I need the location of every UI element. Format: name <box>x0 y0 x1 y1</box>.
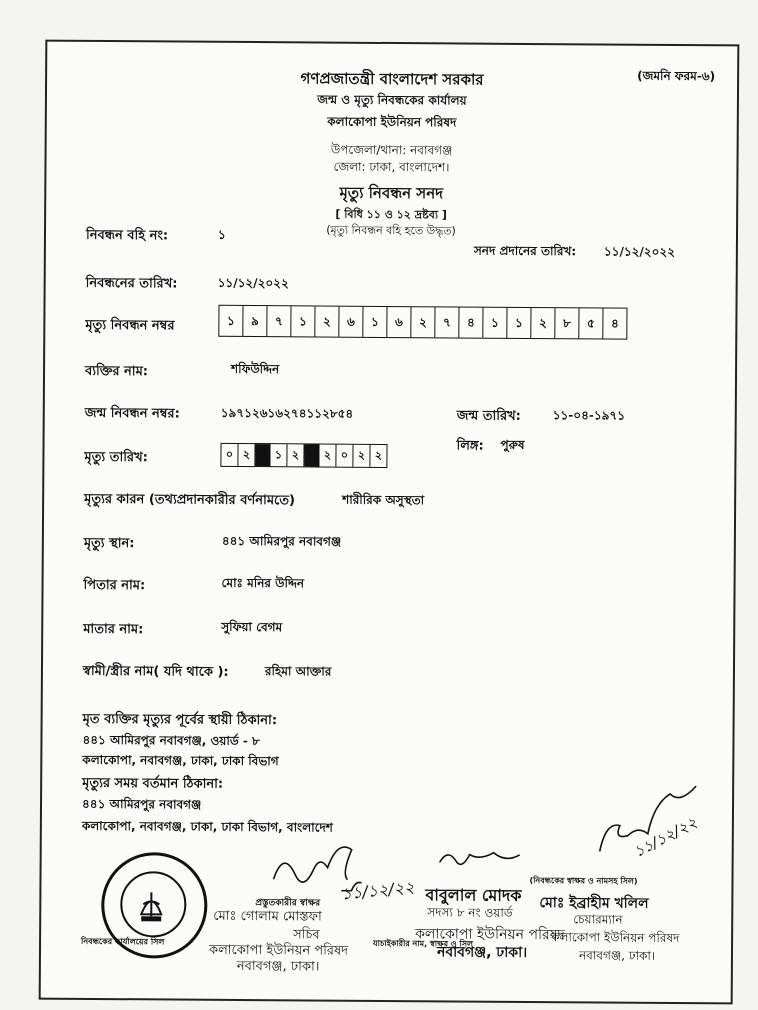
middle-sig-footer: যাচাইকারীর নাম, স্বাক্ষর ও সিল <box>373 938 474 949</box>
left-signature <box>273 847 351 883</box>
digit-box: ৬ <box>387 307 411 337</box>
left-date-scribble: ১১/১২/২২ <box>340 877 416 904</box>
left-sig-org: কলাকোপা ইউনিয়ন পরিষদ <box>208 942 349 959</box>
person-name-value: শফিউদ্দিন <box>231 361 280 377</box>
digit-box: ৮ <box>555 308 579 338</box>
certificate-title: মৃত্যু নিবন্ধন সনদ <box>339 183 444 203</box>
present-address-label: মৃত্যুর সময় বর্তমান ঠিকানা: <box>82 775 224 792</box>
digit-box: ৫ <box>579 308 603 338</box>
person-name-label: ব্যক্তির নাম: <box>84 363 149 380</box>
date-digit: ০ <box>221 444 238 466</box>
birth-reg-no-label: জন্ম নিবন্ধন নম্বর: <box>84 405 180 422</box>
left-sig-place: নবাবগঞ্জ, ঢাকা। <box>236 958 320 975</box>
district-line: জেলা: ঢাকা, বাংলাদেশ। <box>333 159 450 175</box>
mother-label: মাতার নাম: <box>83 621 144 638</box>
death-date-boxes <box>220 443 387 468</box>
digit-box: ৭ <box>267 306 291 336</box>
right-sig-place: নবাবগঞ্জ, ঢাকা। <box>578 948 656 963</box>
issue-date-value: ১১/১২/২০২২ <box>603 244 676 259</box>
middle-sig-title: সদস্য ৮ নং ওয়ার্ড <box>427 905 513 920</box>
digit-box: ১ <box>219 306 243 336</box>
upazila-line: উপজেলা/থানা: নবাবগঞ্জ <box>330 142 453 158</box>
gender-value: পুরুষ <box>500 437 525 452</box>
digit-box: ১ <box>507 308 531 338</box>
digit-box: ৪ <box>459 307 483 337</box>
left-sig-caption: প্রস্তুতকারীর স্বাক্ষর <box>255 898 321 909</box>
rule-reference: [ বিধি ১১ ও ১২ দ্রষ্টব্য ] <box>335 207 447 222</box>
date-digit: ১ <box>270 444 287 466</box>
office-heading: জন্ম ও মৃত্যু নিবন্ধকের কার্যালয় <box>317 92 467 108</box>
permanent-address-line1: ৪৪১ আমিরপুর নবাবগঞ্জ, ওয়ার্ড - ৮ <box>82 732 260 749</box>
digit-box: ৪ <box>610 316 619 331</box>
death-cause-value: শারীরিক অসুস্থতা <box>342 492 425 508</box>
extract-note: (মৃত্যু নিবন্ধন বহি হতে উদ্ধৃত) <box>326 223 456 238</box>
father-value: মোঃ মনির উদ্দিন <box>221 575 305 591</box>
govt-heading: গণপ্রজাতন্ত্রী বাংলাদেশ সরকার <box>300 69 484 89</box>
date-separator <box>304 444 319 466</box>
registration-date-label: নিবন্ধনের তারিখ: <box>85 275 178 292</box>
union-heading: কলাকোপা ইউনিয়ন পরিষদ <box>327 114 457 130</box>
death-place-label: মৃত্যু স্থান: <box>83 535 135 552</box>
right-sig-caption: (নিবন্ধকের স্বাক্ষর ও নামসহ সিল) <box>529 875 638 886</box>
spouse-value: রহিমা আক্তার <box>264 664 332 679</box>
digit-box: ১ <box>291 306 315 336</box>
right-date-scribble: ১১/১২/২২ <box>630 813 700 861</box>
right-sig-title: চেয়ারম্যান <box>573 912 623 927</box>
left-sig-footer: নিবন্ধকের কার্যালয়ের সিল <box>81 936 165 947</box>
permanent-address-label: মৃত ব্যক্তির মৃত্যুর পূর্বের স্থায়ী ঠিকানা: <box>82 711 278 729</box>
middle-signature <box>440 852 520 864</box>
digit-box: ২ <box>531 308 555 338</box>
birth-date-value: ১১-০৪-১৯৭১ <box>552 408 626 423</box>
date-digit: ২ <box>374 448 383 462</box>
right-sig-org: কলাকোপা ইউনিয়ন পরিষদ <box>551 930 680 946</box>
mother-value: সুফিয়া বেগম <box>221 619 283 635</box>
permanent-address-line2: কলাকোপা, নবাবগঞ্জ, ঢাকা, ঢাকা বিভাগ <box>82 752 279 769</box>
left-sig-title: সচিব <box>293 927 320 943</box>
date-separator <box>255 444 270 466</box>
spouse-label: স্বামী/স্ত্রীর নাম( যদি থাকে ): <box>82 663 229 680</box>
death-certificate-sheet <box>39 40 740 1005</box>
digit-box: ৭ <box>435 307 459 337</box>
date-digit: ২ <box>353 445 370 467</box>
birth-date-label: জন্ম তারিখ: <box>456 408 521 424</box>
death-reg-no-boxes <box>218 305 627 340</box>
father-label: পিতার নাম: <box>83 577 146 594</box>
digit-box: ২ <box>315 306 339 336</box>
middle-sig-place: নবাবগঞ্জ, ঢাকা। <box>436 944 528 961</box>
middle-sig-name: বাবুলাল মোদক <box>425 885 522 905</box>
death-place-value: ৪৪১ আমিরপুর নবাবগঞ্জ <box>221 533 342 549</box>
present-address-line1: ৪৪১ আমিরপুর নবাবগঞ্জ <box>81 796 202 812</box>
register-book-label: নিবন্ধন বহি নং: <box>85 227 169 244</box>
right-sig-name: মোঃ ইব্রাহীম খলিল <box>539 895 649 912</box>
register-book-value: ১ <box>217 227 226 242</box>
date-digit: ২ <box>319 445 336 467</box>
form-number: (জমনি ফরম-৬) <box>637 68 716 84</box>
middle-sig-org: কলাকোপা ইউনিয়ন পরিষদ <box>415 926 565 944</box>
digit-box: ৬ <box>339 307 363 337</box>
death-date-label: মৃত্যু তারিখ: <box>84 449 148 466</box>
left-sig-name: মোঃ গোলাম মোস্তফা <box>213 908 322 925</box>
digit-box: ১ <box>483 308 507 338</box>
issue-date-label: সনদ প্রদানের তারিখ: <box>473 243 577 259</box>
digit-box: ২ <box>411 307 435 337</box>
present-address-line2: কলাকোপা, নবাবগঞ্জ, ঢাকা, ঢাকা বিভাগ, বাংলাদেশ <box>81 818 333 835</box>
date-digit: ০ <box>336 445 353 467</box>
registration-date-value: ১১/১২/২০২২ <box>217 275 289 291</box>
digit-box: ১ <box>363 307 387 337</box>
date-digit: ২ <box>238 444 255 466</box>
death-cause-label: মৃত্যুর কারন (তথ্যপ্রদানকারীর বর্ণনামতে) <box>84 491 296 509</box>
birth-reg-no-value: ১৯৭১২৬১৬২৭৪১১২৮৫৪ <box>220 405 354 421</box>
death-reg-no-label: মৃত্যু নিবন্ধন নম্বর <box>85 317 175 334</box>
gender-label: লিঙ্গ: <box>456 438 484 454</box>
date-digit: ২ <box>287 444 304 466</box>
digit-box: ৯ <box>243 306 267 336</box>
